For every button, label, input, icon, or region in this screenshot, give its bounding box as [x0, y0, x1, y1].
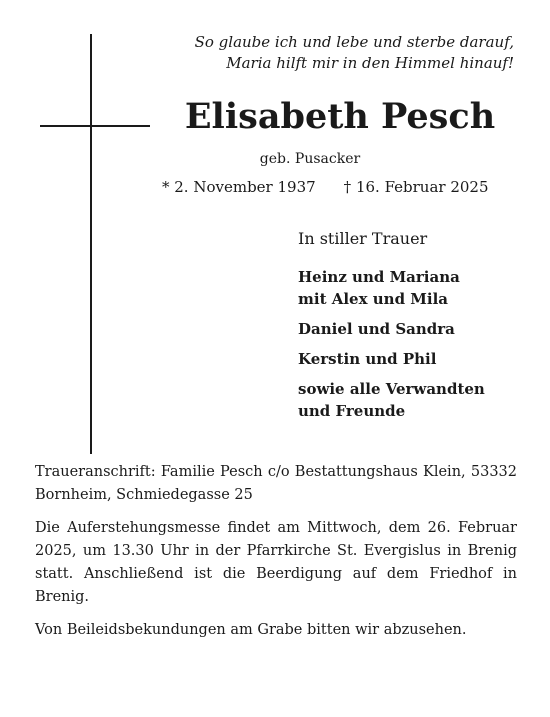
mourner-line: Daniel und Sandra [298, 320, 455, 338]
mourners-list [298, 266, 528, 430]
mourner-line: mit Alex und Mila [298, 290, 449, 308]
birth-date: * 2. November 1937 [162, 178, 316, 196]
mourning-intro: In stiller Trauer [298, 229, 428, 248]
deceased-name: Elisabeth Pesch [184, 96, 496, 137]
mourner-line: Heinz und Mariana [298, 268, 460, 286]
verse-line-1: So glaube ich und lebe und sterbe darauf, [194, 33, 514, 51]
verse-line-2: Maria hilft mir in den Himmel hinauf! [226, 54, 514, 72]
mourner-group [298, 378, 528, 422]
mourner-line: Kerstin und Phil [298, 350, 437, 368]
address-notice: Traueranschrift: Familie Pesch c/o Bestattungshaus Klein, 53332 Bornheim, Schmiedegasse 25 [35, 464, 517, 503]
cross-vertical-bar [90, 34, 92, 454]
cross-horizontal-bar [40, 125, 150, 127]
mourner-group [298, 266, 528, 310]
death-date: † 16. Februar 2025 [343, 178, 489, 196]
mourner-line: sowie alle Verwandten [298, 380, 485, 398]
mourner-group [298, 318, 528, 340]
mourner-line: und Freunde [298, 402, 406, 420]
condolence-notice: Von Beileidsbekundungen am Grabe bitten wir abzusehen. [35, 622, 467, 638]
verse [154, 32, 514, 74]
service-notice: Die Auferstehungsmesse findet am Mittwoch, dem 26. Februar 2025, um 13.30 Uhr in der Pfarrkirche St. Evergislus in Brenig statt. Anschließend ist die Beerdigung auf dem Friedhof in Brenig. [35, 520, 517, 605]
notices [35, 461, 517, 652]
mourner-group [298, 348, 528, 370]
birth-name: geb. Pusacker [259, 151, 361, 167]
life-dates [162, 178, 489, 196]
